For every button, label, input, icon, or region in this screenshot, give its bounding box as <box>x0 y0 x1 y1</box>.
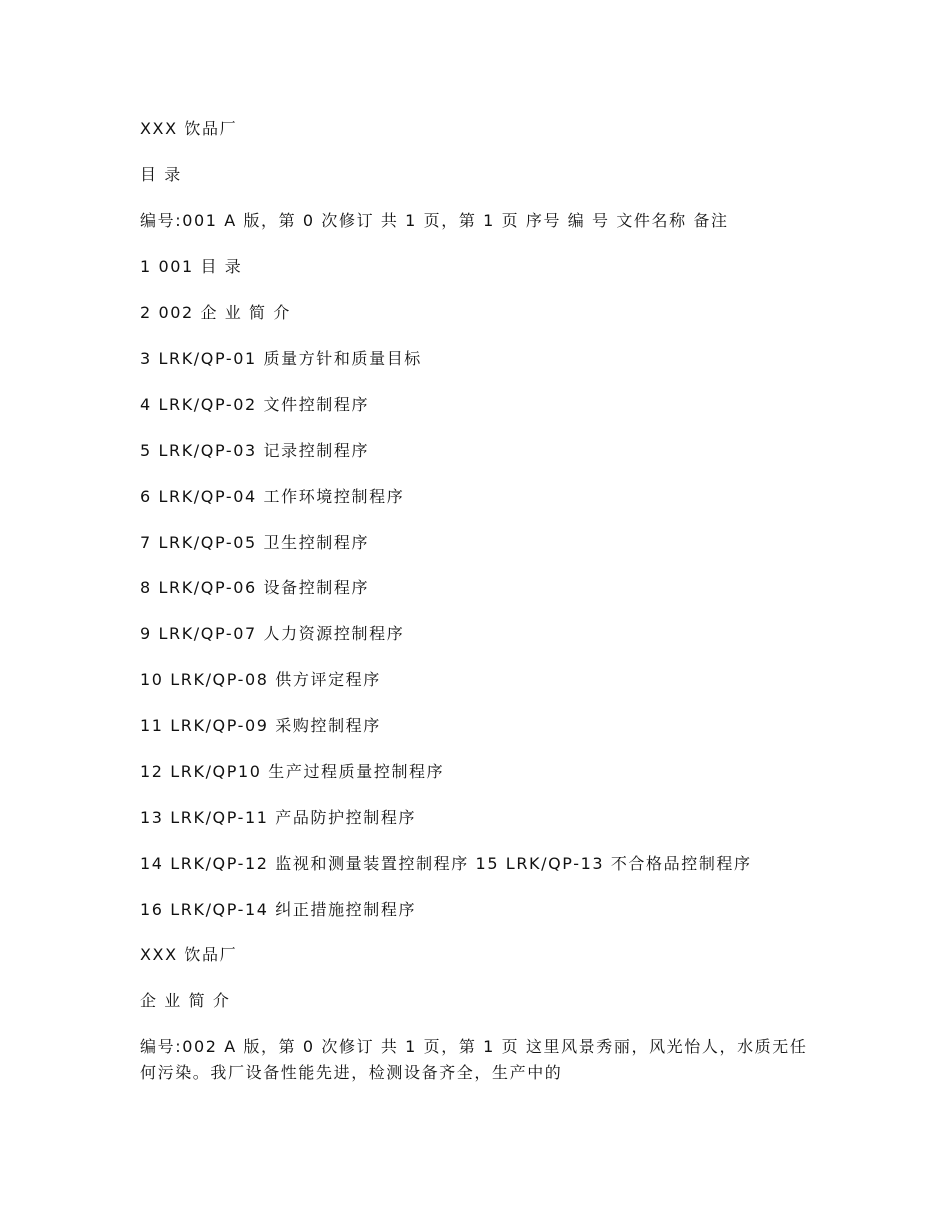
toc-entry: 4 LRK/QP-02 文件控制程序 <box>140 395 370 414</box>
toc-entry: 11 LRK/QP-09 采购控制程序 <box>140 716 381 735</box>
toc-entry: 6 LRK/QP-04 工作环境控制程序 <box>140 487 405 506</box>
toc-entry: 13 LRK/QP-11 产品防护控制程序 <box>140 808 417 827</box>
document-meta-header: 编号:001 A 版，第 0 次修订 共 1 页，第 1 页 序号 编 号 文件名称 备注 <box>140 211 729 230</box>
intro-paragraph: 编号:002 A 版，第 0 次修订 共 1 页，第 1 页 这里风景秀丽，风光怡人，水质无任何污染。我厂设备性能先进，检测设备齐全，生产中的 <box>140 1037 808 1082</box>
toc-entry: 16 LRK/QP-14 纠正措施控制程序 <box>140 900 417 919</box>
section-title: 企 业 简 介 <box>140 991 231 1010</box>
toc-entry: 2 002 企 业 简 介 <box>140 303 291 322</box>
toc-entry: 14 LRK/QP-12 监视和测量装置控制程序 15 LRK/QP-13 不合格品控制程序 <box>140 854 752 873</box>
toc-entry: 3 LRK/QP-01 质量方针和质量目标 <box>140 349 422 368</box>
toc-entry: 12 LRK/QP10 生产过程质量控制程序 <box>140 762 445 781</box>
company-name: XXX 饮品厂 <box>140 119 238 138</box>
toc-title: 目 录 <box>140 165 182 184</box>
toc-entry: 9 LRK/QP-07 人力资源控制程序 <box>140 624 405 643</box>
toc-entry: 10 LRK/QP-08 供方评定程序 <box>140 670 381 689</box>
toc-entry: 8 LRK/QP-06 设备控制程序 <box>140 578 370 597</box>
toc-entry: 1 001 目 录 <box>140 257 243 276</box>
company-name: XXX 饮品厂 <box>140 945 238 964</box>
toc-entry: 5 LRK/QP-03 记录控制程序 <box>140 441 370 460</box>
toc-entry: 7 LRK/QP-05 卫生控制程序 <box>140 533 370 552</box>
